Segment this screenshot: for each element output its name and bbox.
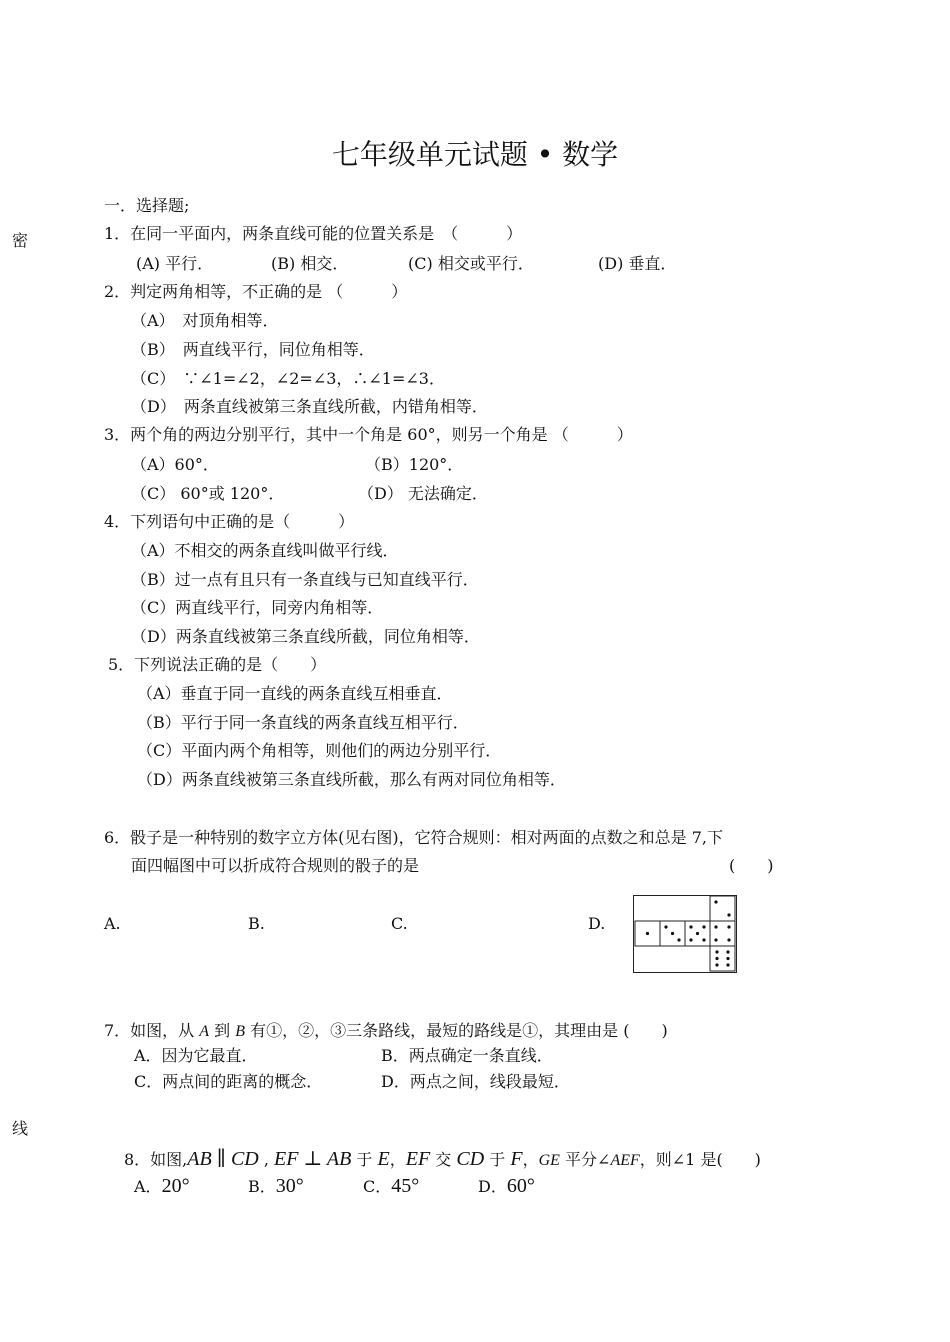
q8-option-a: A．20°: [134, 1175, 190, 1197]
q2-option-a: （A） 对顶角相等．: [131, 311, 279, 330]
q3-option-d: （D） 无法确定．: [358, 484, 488, 503]
q7-option-c: C．两点间的距离的概念．: [134, 1072, 323, 1091]
q6-option-a: A.: [104, 914, 121, 933]
seal-mark-mi: 密: [12, 231, 29, 250]
q5-stem: 5．下列说法正确的是（ ）: [108, 655, 327, 674]
q8-stem: 8．如图,AB ∥ CD , EF ⊥ AB 于 E，EF 交 CD 于 F，GE 平分∠AEF，则∠1 是( ): [124, 1148, 761, 1170]
q2-option-d: （D） 两条直线被第三条直线所截，内错角相等．: [131, 397, 488, 416]
dice-face-2: [710, 896, 735, 921]
q6-option-b: B.: [248, 914, 265, 933]
q6-option-d: D.: [588, 914, 606, 933]
q7-option-a: A．因为它最直．: [134, 1046, 258, 1065]
point-b-label: B: [235, 1023, 246, 1040]
q3-option-c: （C） 60°或 120°．: [131, 484, 285, 503]
q2-option-b: （B） 两直线平行，同位角相等．: [131, 340, 375, 359]
q4-option-c: （C）两直线平行，同旁内角相等．: [131, 598, 384, 617]
q4-option-a: （A）不相交的两条直线叫做平行线．: [131, 541, 399, 560]
q3-option-b: （B）120°．: [365, 455, 464, 474]
q5-option-d: （D）两条直线被第三条直线所截，那么有两对同位角相等．: [137, 770, 566, 789]
q4-option-b: （B）过一点有且只有一条直线与已知直线平行．: [131, 570, 479, 589]
q3-stem: 3．两个角的两边分别平行，其中一个角是 60°，则另一个角是 （ ）: [104, 425, 633, 444]
q3-option-a: （A）60°．: [131, 455, 219, 474]
page-title: 七年级单元试题 • 数学: [331, 138, 619, 171]
dice-face-4: [710, 921, 735, 946]
q4-stem: 4．下列语句中正确的是（ ）: [104, 512, 355, 531]
q8-option-d: D．60°: [478, 1175, 535, 1197]
q6-stem-line2: 面四幅图中可以折成符合规则的骰子的是: [131, 856, 420, 875]
q8-option-c: C．45°: [363, 1175, 420, 1197]
q8-option-b: B．30°: [248, 1175, 304, 1197]
point-a-label: A: [199, 1023, 210, 1040]
section-heading: 一．选择题;: [104, 196, 190, 215]
q1-option-d: (D) 垂直．: [598, 254, 677, 273]
q6-stem-line1: 6．骰子是一种特别的数字立方体(见右图)，它符合规则：相对两面的点数之和总是 7,下: [104, 828, 724, 847]
q6-option-c: C.: [391, 914, 408, 933]
dice-net-figure: [633, 895, 737, 973]
q7-option-d: D．两点之间，线段最短．: [381, 1072, 570, 1091]
q7-stem: 7．如图，从 A 到 B 有①，②，③三条路线，最短的路线是①，其理由是 ( ): [104, 1021, 668, 1040]
q5-option-b: （B）平行于同一条直线的两条直线互相平行．: [137, 713, 469, 732]
q7-option-b: B．两点确定一条直线．: [381, 1046, 553, 1065]
q6-answer-paren: ( ): [729, 856, 774, 875]
q1-option-b: (B) 相交．: [271, 254, 349, 273]
q4-option-d: （D）两条直线被第三条直线所截，同位角相等．: [131, 627, 480, 646]
q1-option-c: (C) 相交或平行．: [408, 254, 534, 273]
seal-mark-xian: 线: [12, 1119, 29, 1138]
q2-option-c: （C） ∵∠1=∠2，∠2=∠3，∴∠1=∠3．: [131, 369, 445, 388]
dice-face-6: [710, 946, 735, 971]
q2-stem: 2．判定两角相等，不正确的是 （ ）: [104, 282, 408, 301]
q1-stem: 1．在同一平面内，两条直线可能的位置关系是 （ ）: [104, 224, 523, 243]
q1-option-a: (A) 平行．: [136, 254, 214, 273]
q5-option-a: （A）垂直于同一直线的两条直线互相垂直．: [137, 684, 453, 703]
q5-option-c: （C）平面内两个角相等，则他们的两边分别平行．: [137, 741, 502, 760]
